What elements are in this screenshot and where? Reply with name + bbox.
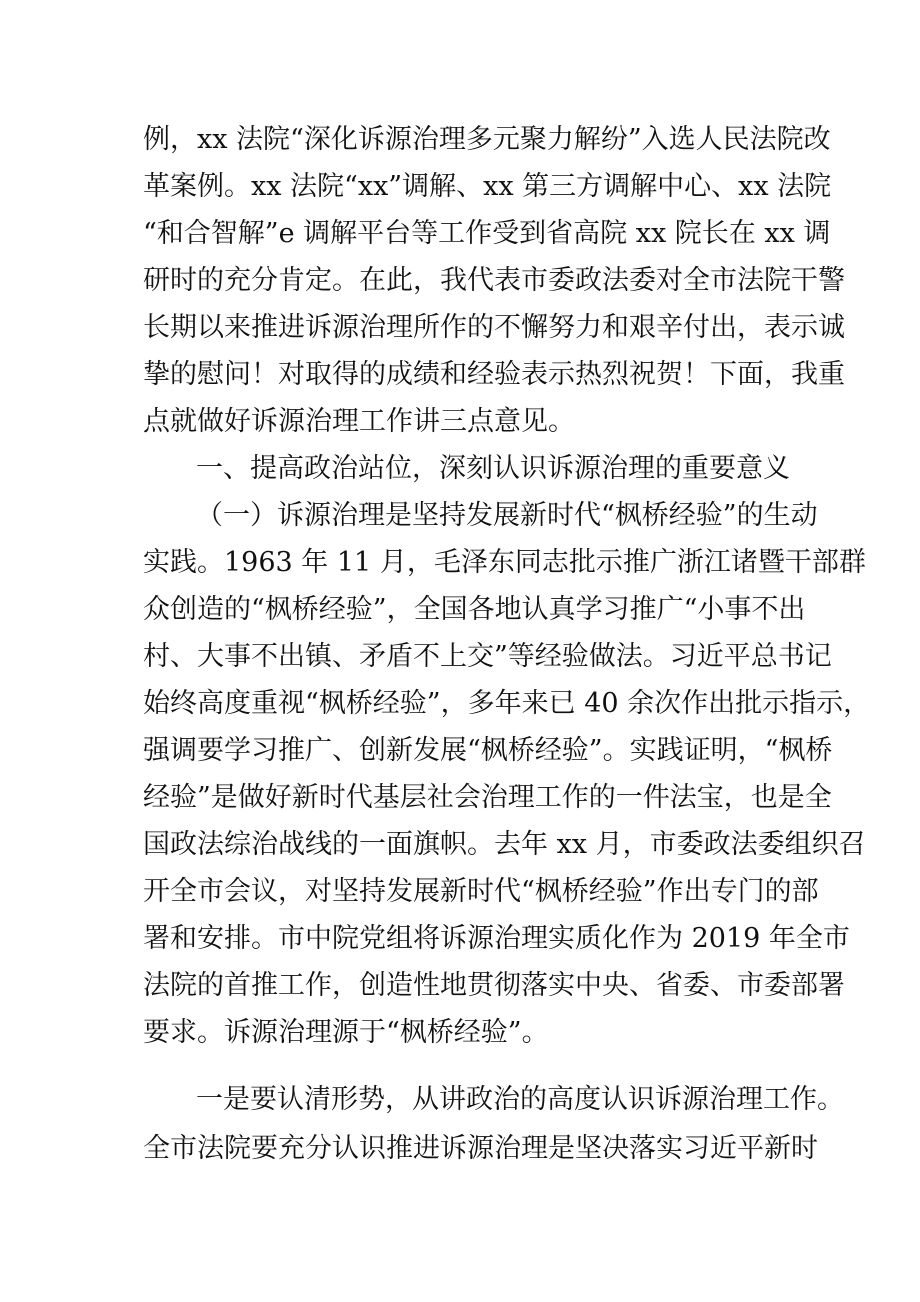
paragraph-line: 署和安排。市中院党组将诉源治理实质化作为 2019 年全市 [143, 923, 850, 954]
paragraph-line: 法院的首推工作，创造性地贯彻落实中央、省委、市委部署 [143, 970, 845, 1001]
paragraph-line: “和合智解”e 调解平台等工作受到省高院 xx 院长在 xx 调 [143, 218, 831, 249]
paragraph-line: 始终高度重视“枫桥经验”，多年来已 40 余次作出批示指示， [143, 688, 871, 719]
paragraph-line: 例，xx 法院“深化诉源治理多元聚力解纷”入选人民法院改 [143, 124, 831, 155]
subsection-heading: （一）诉源治理是坚持发展新时代“枫桥经验”的生动 [196, 500, 818, 531]
paragraph-line: 全市法院要充分认识推进诉源治理是坚决落实习近平新时 [143, 1133, 818, 1164]
paragraph-line: 挚的慰问！对取得的成绩和经验表示热烈祝贺！下面，我重 [143, 359, 845, 390]
paragraph-line: 点就做好诉源治理工作讲三点意见。 [143, 406, 575, 437]
paragraph-line: 国政法综治战线的一面旗帜。去年 xx 月，市委政法委组织召 [143, 829, 866, 860]
paragraph-line: 强调要学习推广、创新发展“枫桥经验”。实践证明，“枫桥 [143, 735, 833, 766]
paragraph-line: 众创造的“枫桥经验”，全国各地认真学习推广“小事不出 [143, 594, 806, 625]
paragraph-line: 长期以来推进诉源治理所作的不懈努力和艰辛付出，表示诚 [143, 312, 845, 343]
paragraph-line: 经验”是做好新时代基层社会治理工作的一件法宝，也是全 [143, 782, 832, 813]
section-heading: 一、提高政治站位，深刻认识诉源治理的重要意义 [196, 453, 790, 484]
paragraph-line: 村、大事不出镇、矛盾不上交”等经验做法。习近平总书记 [143, 641, 832, 672]
paragraph-line: 研时的充分肯定。在此，我代表市委政法委对全市法院干警 [143, 265, 845, 296]
paragraph-line: 要求。诉源治理源于“枫桥经验”。 [143, 1017, 549, 1048]
paragraph-line: 一是要认清形势，从讲政治的高度认识诉源治理工作。 [196, 1084, 844, 1115]
paragraph-line: 开全市会议，对坚持发展新时代“枫桥经验”作出专门的部 [143, 876, 819, 907]
paragraph-line: 实践。1963 年 11 月，毛泽东同志批示推广浙江诸暨干部群 [143, 547, 866, 578]
paragraph-line: 革案例。xx 法院“xx”调解、xx 第三方调解中心、xx 法院 [143, 171, 832, 202]
